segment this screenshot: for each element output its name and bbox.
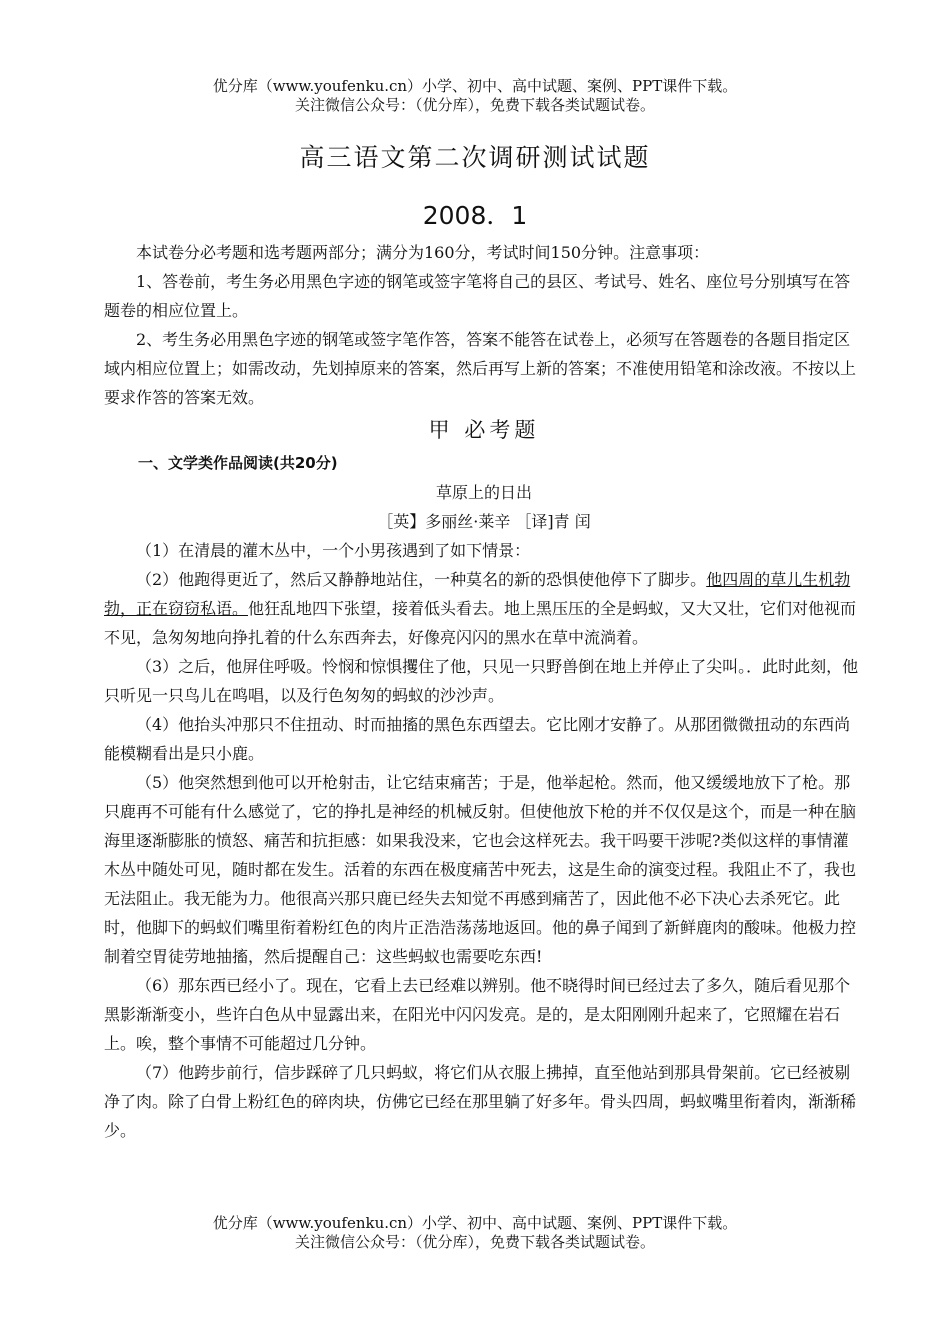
story-paragraph-6: （6）那东西已经小了。现在，它看上去已经难以辨别。他不晓得时间已经过去了多久，随后看见那个黑影渐渐变小，些许白色从中显露出来，在阳光中闪闪发亮。是的，是太阳刚刚升起来了，它照耀在岩石上。唉，整个事情不可能超过几分钟。 [104,976,851,1053]
story-title: 草原上的日出 [435,483,532,502]
story-paragraph-3: （3）之后，他屏住呼吸。怜悯和惊惧攫住了他，只见一只野兽倒在地上并停止了尖叫。．此时此刻，他只听见一只鸟儿在鸣唱，以及行色匆匆的蚂蚁的沙沙声。 [104,657,859,705]
underlined-sentence: 他四周的草儿生机勃勃，正在窃窃私语。 [104,570,851,618]
document-body [104,238,864,1145]
header-line-2: 关注微信公众号：（优分库），免费下载各类试题试卷。 [294,96,655,114]
section-title: 甲 必考题 [428,418,540,442]
page-footer [0,1214,950,1252]
intro-paragraph-3: 2、考生务必用黑色字迹的钢笔或签字笔作答，答案不能答在试卷上，必须写在答题卷的各题目指定区域内相应位置上；如需改动，先划掉原来的答案，然后再写上新的答案；不准使用铅笔和涂改液。不按以上要求作答的答案无效。 [104,330,857,407]
story-paragraph-1: （1）在清晨的灌木丛中，一个小男孩遇到了如下情景： [136,541,531,560]
header-line-1: 优分库（www.youfenku.cn）小学、初中、高中试题、案例、PPT课件下载。 [212,77,738,95]
part-heading: 一、文学类作品阅读(共20分) [138,454,338,472]
page-header [0,77,950,115]
story-author: ［英】多丽丝·莱辛 ［译]青 闰 [377,512,591,531]
story-paragraph-4: （4）他抬头冲那只不住扭动、时而抽搐的黑色东西望去。它比刚才安静了。从那团微微扭动的东西尚能模糊看出是只小鹿。 [104,715,851,763]
story-paragraph-7: （7）他跨步前行，信步踩碎了几只蚂蚁，将它们从衣服上拂掉，直至他站到那具骨架前。它已经被剔净了肉。除了白骨上粉红色的碎肉块，仿佛它已经在那里躺了好多年。骨头四周，蚂蚁嘴里衔着肉，渐渐稀少。 [104,1063,857,1140]
intro-paragraph-2: 1、答卷前，考生务必用黑色字迹的钢笔或签字笔将自己的县区、考试号、姓名、座位号分别填写在答题卷的相应位置上。 [104,272,851,320]
exam-date: 2008．1 [422,201,528,230]
footer-line-2: 关注微信公众号：（优分库），免费下载各类试题试卷。 [294,1233,655,1251]
footer-line-1: 优分库（www.youfenku.cn）小学、初中、高中试题、案例、PPT课件下载。 [212,1214,738,1232]
story-paragraph-2-start: （2）他跑得更近了，然后又静静地站住，一种莫名的新的恐惧使他停下了脚步。 [136,570,707,589]
story-paragraph-5: （5）他突然想到他可以开枪射击，让它结束痛苦；于是，他举起枪。然而，他又缓缓地放下了枪。那只鹿再不可能有什么感觉了，它的挣扎是神经的机械反射。但使他放下枪的并不仅仅是这个，而是一种在脑海里逐渐膨胀的愤怒、痛苦和抗拒感：如果我没来，它也会这样死去。我干吗要干涉呢?类似这样的事情灌木丛中随处可见，随时都在发生。活着的东西在极度痛苦中死去，这是生命的演变过程。我阻止不了，我也无法阻止。我无能为力。他很高兴那只鹿已经失去知觉不再感到痛苦了，因此他不必下决心去杀死它。此时，他脚下的蚂蚁们嘴里衔着粉红色的肉片正浩浩荡荡地返回。他的鼻子闻到了新鲜鹿肉的酸味。他极力控制着空胃徒劳地抽搐，然后提醒自己：这些蚂蚁也需要吃东西! [104,773,857,966]
intro-paragraph-1: 本试卷分必考题和选考题两部分；满分为160分，考试时间150分钟。注意事项： [136,243,710,262]
story-paragraph-2-rest: 他狂乱地四下张望，接着低头看去。地上黑压压的全是蚂蚁，又大又壮，它们对他视而不见，急匆匆地向挣扎着的什么东西奔去，好像亮闪闪的黑水在草中流淌着。 [104,599,857,647]
page-title: 高三语文第二次调研测试试题 [299,143,651,172]
story-paragraph-2 [104,565,864,652]
